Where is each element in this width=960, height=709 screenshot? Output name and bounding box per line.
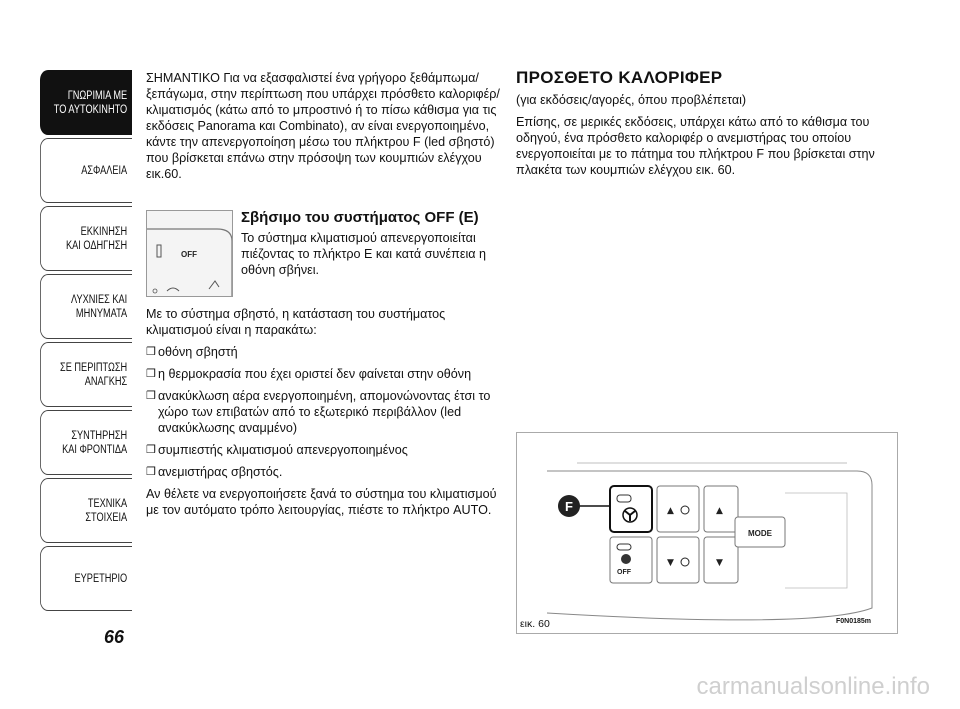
list-item-text: ανακύκλωση αέρα ενεργοποιημένη, απομονώνοντας έτσι το χώρο των επιβατών από το εξωτερικό περιβάλλον (led ανακύκλωσης αναμμένο) — [158, 389, 491, 435]
chapter-tab-label: ΤΕΧΝΙΚΑ ΣΤΟΙΧΕΙΑ — [85, 497, 128, 524]
checkbox-bullet-icon: ❒ — [146, 390, 156, 402]
important-paragraph: ΣΗΜΑΝΤΙΚΟ Για να εξασφαλιστεί ένα γρήγορο ξεθάμπωμα/ξεπάγωμα, στην περίπτωση που υπάρχει πρόσθετο καλοριφέρ/κλιματισμός (κάτω από το μπροστινό ή το πίσω κάθισμα για τις εκδόσεις Panorama και Combinato), αν είναι ενεργοποιημένο, κάντε την απενεργοποίηση μέσω του πλήκτρου F (led σβηστό) που βρίσκεται επάνω στην πρόσοψη των κουμπιών ελέγχου εικ.60. — [146, 71, 500, 181]
chapter-tab-4[interactable] — [40, 342, 132, 407]
figure-caption: εικ. 60 — [520, 618, 550, 630]
state-intro: Με το σύστημα σβηστό, η κατάσταση του συστήματος κλιματισμού είναι η παρακάτω: — [146, 307, 446, 337]
extra-heater-text: Επίσης, σε μερικές εκδόσεις, υπάρχει κάτω από το κάθισμα του οδηγού, ένα πρόσθετο καλοριφέρ ο ανεμιστήρας του οποίου ενεργοποιείται με το πάτημα του πλήκτρου F που βρίσκεται στην πλακέτα των κουμπιών ελέγχου εικ. 60. — [516, 115, 875, 177]
list-item-text: συμπιεστής κλιματισμού απενεργοποιημένος — [158, 443, 408, 457]
mode-label: MODE — [748, 529, 772, 538]
figure-60 — [516, 432, 898, 634]
extra-heater-subheading: (για εκδόσεις/αγορές, όπου προβλέπεται) — [516, 93, 747, 107]
off-heading: Σβήσιμο του συστήματος OFF (E) — [241, 209, 479, 226]
list-item — [146, 442, 502, 458]
list-item — [146, 388, 502, 436]
reactivate-paragraph: Αν θέλετε να ενεργοποιήσετε ξανά το σύστημα του κλιματισμού με τον αυτόματο τρόπο λειτουργίας, πιέστε το πλήκτρο AUTO. — [146, 487, 497, 517]
chapter-tab-label: ΑΣΦΑΛΕΙΑ — [81, 164, 128, 177]
bullet-list — [146, 344, 502, 480]
list-item-text: ανεμιστήρας σβηστός. — [158, 465, 283, 479]
checkbox-bullet-icon: ❒ — [146, 346, 156, 358]
callout-f-label: F — [565, 499, 573, 514]
important-note — [146, 70, 502, 188]
page-number: 66 — [104, 627, 125, 647]
chapter-tabs — [40, 70, 132, 614]
list-item — [146, 366, 502, 382]
chapter-tab-label: ΣΕ ΠΕΡΙΠΤΩΣΗ ΑΝΑΓΚΗΣ — [60, 361, 128, 388]
chapter-tab-label: ΕΥΡΕΤΗΡΙΟ — [74, 572, 128, 585]
chapter-tab-5[interactable] — [40, 410, 132, 475]
checkbox-bullet-icon: ❒ — [146, 466, 156, 478]
off-button-thumbnail — [146, 210, 233, 297]
list-item-text: οθόνη σβηστή — [158, 345, 238, 359]
list-item-text: η θερμοκρασία που έχει οριστεί δεν φαίνεται στην οθόνη — [158, 367, 472, 381]
svg-text:▼: ▼ — [667, 558, 674, 568]
chapter-tab-label: ΣΥΝΤΗΡΗΣΗ ΚΑΙ ΦΡΟΝΤΙΔΑ — [62, 429, 128, 456]
svg-text:▼: ▼ — [716, 558, 723, 568]
chapter-tab-label: ΕΚΚΙΝΗΣΗ ΚΑΙ ΟΔΗΓΗΣΗ — [66, 225, 128, 252]
thumb-off-label: OFF — [181, 250, 197, 259]
chapter-tab-0[interactable] — [40, 70, 132, 135]
chapter-tab-3[interactable] — [40, 274, 132, 339]
figure-code: F0N0185m — [836, 618, 872, 625]
off-section — [146, 210, 502, 278]
svg-text:▲: ▲ — [716, 506, 723, 516]
svg-text:▲: ▲ — [667, 506, 674, 516]
list-item — [146, 464, 502, 480]
chapter-tab-label: ΓΝΩΡΙΜΙΑ ΜΕ ΤΟ ΑΥΤΟΚΙΝΗΤΟ — [53, 89, 128, 116]
f-button — [610, 486, 652, 532]
chapter-tab-2[interactable] — [40, 206, 132, 271]
off-paragraph: Το σύστημα κλιματισμού απενεργοποιείται πιέζοντας το πλήκτρο E και κατά συνέπεια η οθόνη σβήνει. — [241, 231, 487, 277]
list-item — [146, 344, 502, 360]
checkbox-bullet-icon: ❒ — [146, 444, 156, 456]
chapter-tab-6[interactable] — [40, 478, 132, 543]
fig-off-label: OFF — [617, 569, 631, 576]
chapter-tab-label: ΛΥΧΝΙΕΣ ΚΑΙ ΜΗΝΥΜΑΤΑ — [71, 293, 128, 320]
chapter-tab-7[interactable] — [40, 546, 132, 611]
watermark: carmanualsonline.info — [696, 673, 930, 700]
chapter-tab-1[interactable] — [40, 138, 132, 203]
extra-heater-heading: ΠΡΟΣΘΕΤΟ ΚΑΛΟΡΙΦΕΡ — [516, 68, 723, 87]
extra-heater-section — [516, 70, 916, 184]
checkbox-bullet-icon: ❒ — [146, 368, 156, 380]
off-state-list — [146, 306, 502, 524]
